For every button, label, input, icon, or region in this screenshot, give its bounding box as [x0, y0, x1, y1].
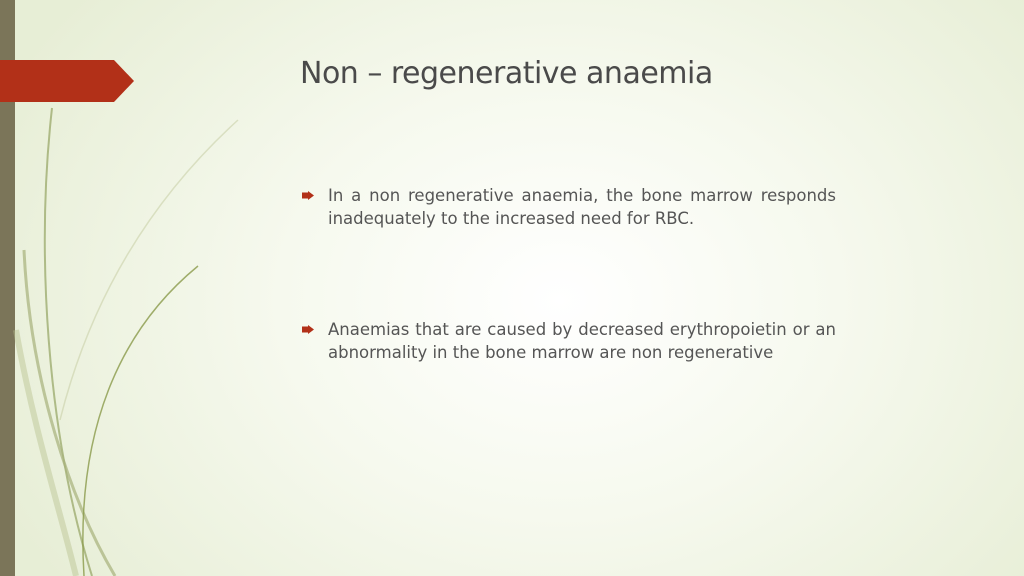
slide-title: Non – regenerative anaemia: [300, 56, 713, 91]
arrow-right-icon: [302, 191, 314, 200]
bullet-item: [300, 184, 836, 230]
bullet-text: In a non regenerative anaemia, the bone marrow responds inadequately to the increased need for RBC.: [328, 186, 836, 228]
title-accent-arrow: [0, 60, 134, 102]
bullet-item: [300, 318, 836, 364]
bullet-text: Anaemias that are caused by decreased erythropoietin or an abnormality in the bone marrow are non regenerative: [328, 320, 836, 362]
arrow-right-icon: [302, 325, 314, 334]
bullet-list: [300, 184, 836, 364]
